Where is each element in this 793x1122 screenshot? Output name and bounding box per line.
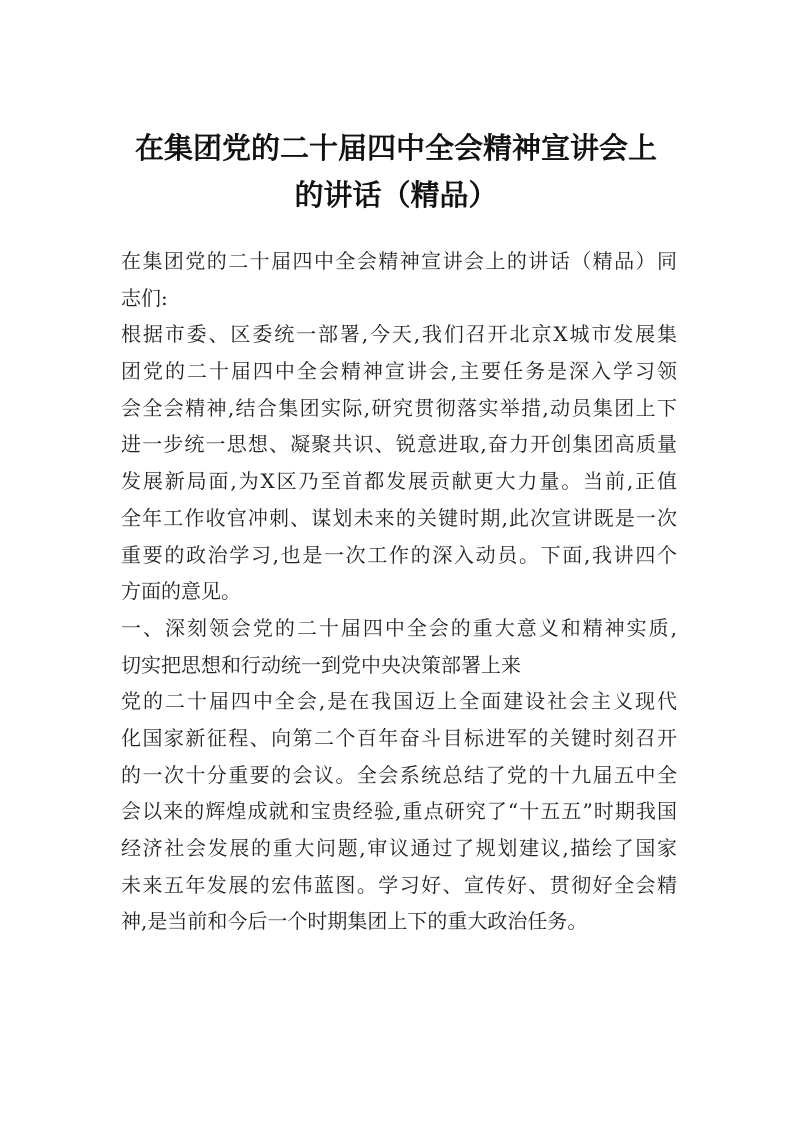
body-line: 在集团党的二十届四中全会精神宣讲会上的讲话（精品）同 [121, 249, 677, 273]
body-line: 发展新局面,为X区乃至首都发展贡献更大力量。当前,正值 [121, 469, 677, 494]
body-line: 重要的政治学习,也是一次工作的深入动员。下面,我讲四个 [121, 542, 677, 567]
body-line: 经济社会发展的重大问题,审议通过了规划建议,描绘了国家 [121, 836, 677, 860]
document-body [121, 243, 677, 940]
body-line: 进一步统一思想、凝聚共识、锐意进取,奋力开创集团高质量 [121, 432, 677, 457]
document-title-line-1: 在集团党的二十届四中全会精神宣讲会上 [134, 131, 657, 165]
body-line: 的一次十分重要的会议。全会系统总结了党的十九届五中全 [121, 762, 677, 787]
body-line: 党的二十届四中全会,是在我国迈上全面建设社会主义现代 [121, 689, 677, 714]
body-line: 根据市委、区委统一部署,今天,我们召开北京X城市发展集 [121, 322, 677, 347]
section-heading-line: 切实把思想和行动统一到党中央决策部署上来 [121, 652, 521, 677]
body-line: 神,是当前和今后一个时期集团上下的重大政治任务。 [121, 909, 588, 934]
body-line: 方面的意见。 [121, 579, 241, 604]
body-line: 化国家新征程、向第二个百年奋斗目标进军的关键时刻召开 [121, 725, 677, 750]
section-heading-line: 一、深刻领会党的二十届四中全会的重大意义和精神实质, [121, 615, 677, 640]
body-line: 全年工作收官冲刺、谋划未来的关键时期,此次宣讲既是一次 [121, 505, 677, 530]
body-line: 未来五年发展的宏伟蓝图。学习好、宣传好、贯彻好全会精 [121, 872, 677, 897]
body-line: 会全会精神,结合集团实际,研究贯彻落实举措,动员集团上下 [121, 395, 677, 420]
body-line: 团党的二十届四中全会精神宣讲会,主要任务是深入学习领 [121, 359, 677, 384]
body-line: 志们: [121, 285, 168, 310]
document-title-line-2: 的讲话（精品） [294, 178, 498, 212]
body-line: 会以来的辉煌成就和宝贵经验,重点研究了“十五五”时期我国 [121, 799, 677, 824]
